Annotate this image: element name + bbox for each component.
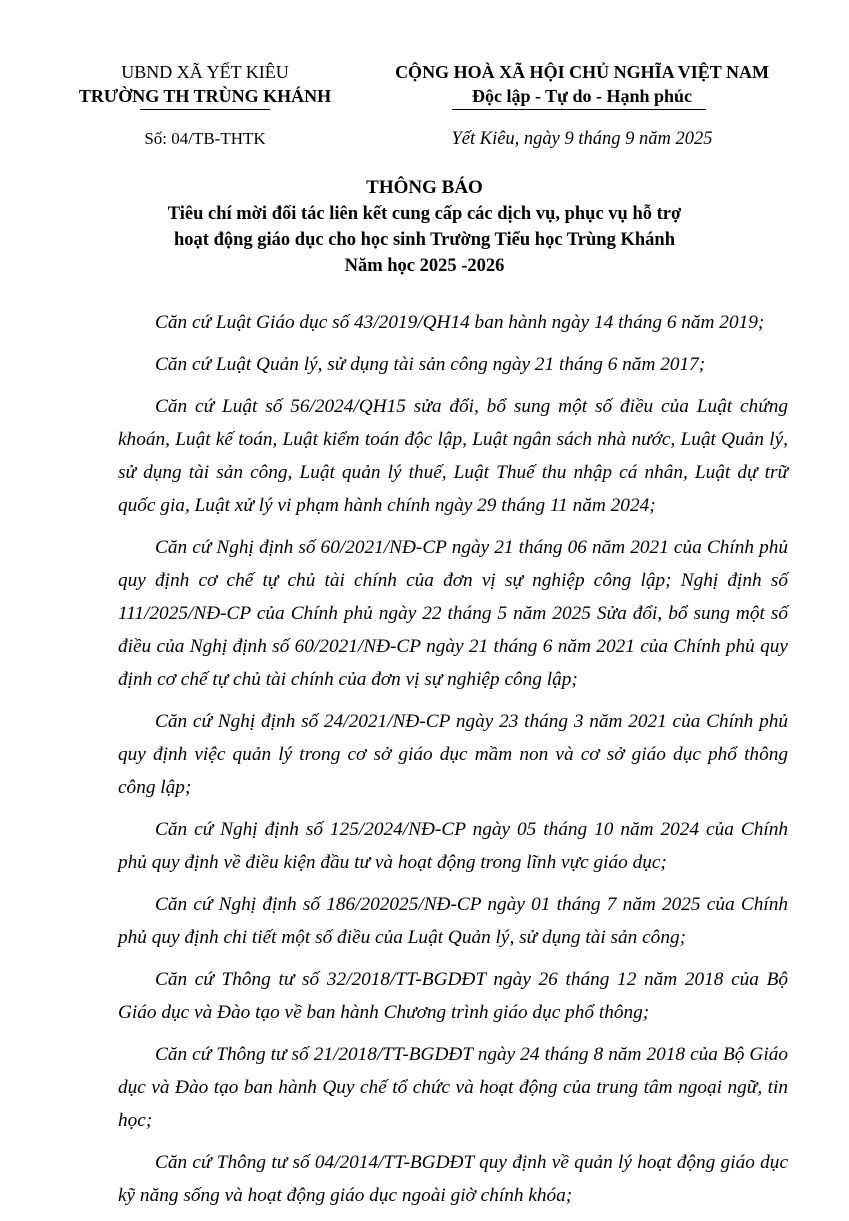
legal-basis-paragraph: Căn cứ Luật Quản lý, sử dụng tài sản công ngày 21 tháng 6 năm 2017; — [155, 354, 706, 375]
agency-parent: UBND XÃ YẾT KIÊU — [121, 62, 289, 82]
agency-underline — [140, 109, 270, 110]
agency-name: TRƯỜNG TH TRÙNG KHÁNH — [78, 86, 332, 106]
legal-basis-paragraph: Căn cứ Thông tư số 32/2018/TT-BGDĐT ngày 26 tháng 12 năm 2018 của Bộ Giáo dục và Đào tạo về ban hành Chương trình giáo dục phổ thông; — [118, 969, 788, 1023]
title-line-2: hoạt động giáo dục cho học sinh Trường Tiểu học Trùng Khánh — [174, 230, 675, 250]
document-title-block — [100, 175, 749, 279]
legal-basis-paragraph: Căn cứ Thông tư số 04/2014/TT-BGDĐT quy định về quản lý hoạt động giáo dục kỹ năng sống và hoạt động giáo dục ngoài giờ chính khóa; — [118, 1152, 788, 1206]
legal-basis-paragraph: Căn cứ Luật Giáo dục số 43/2019/QH14 ban hành ngày 14 tháng 6 năm 2019; — [155, 312, 765, 333]
legal-basis-paragraph: Căn cứ Nghị định số 125/2024/NĐ-CP ngày 05 tháng 10 năm 2024 của Chính phủ quy định về điều kiện đầu tư và hoạt động trong lĩnh vực giáo dục; — [118, 819, 788, 873]
document-date: Yết Kiêu, ngày 9 tháng 9 năm 2025 — [451, 129, 713, 149]
legal-basis-section — [118, 306, 788, 1221]
motto-underline — [452, 109, 706, 110]
document-type: THÔNG BÁO — [366, 177, 483, 198]
title-line-1: Tiêu chí mời đối tác liên kết cung cấp các dịch vụ, phục vụ hỗ trợ — [167, 204, 682, 224]
national-motto: Độc lập - Tự do - Hạnh phúc — [471, 86, 693, 106]
title-line-3: Năm học 2025 -2026 — [344, 256, 505, 276]
legal-basis-paragraph: Căn cứ Nghị định số 186/202025/NĐ-CP ngày 01 tháng 7 năm 2025 của Chính phủ quy định chi tiết một số điều của Luật Quản lý, sử dụng tài sản công; — [118, 894, 788, 948]
national-header-block — [382, 60, 782, 149]
document-number: Số: 04/TB-THTK — [144, 129, 266, 148]
legal-basis-paragraph: Căn cứ Nghị định số 24/2021/NĐ-CP ngày 23 tháng 3 năm 2021 của Chính phủ quy định việc quản lý trong cơ sở giáo dục mầm non và cơ sở giáo dục phổ thông công lập; — [118, 711, 788, 798]
national-title: CỘNG HOÀ XÃ HỘI CHỦ NGHĨA VIỆT NAM — [395, 62, 769, 82]
legal-basis-paragraph: Căn cứ Luật số 56/2024/QH15 sửa đổi, bổ sung một số điều của Luật chứng khoán, Luật kế toán, Luật kiểm toán độc lập, Luật ngân sách nhà nước, Luật Quản lý, sử dụng tài sản công, Luật quản lý thuế, Luật Thuế thu nhập cá nhân, Luật dự trữ quốc gia, Luật xử lý vi phạm hành chính ngày 29 tháng 11 năm 2024; — [118, 396, 788, 516]
legal-basis-paragraph: Căn cứ Nghị định số 60/2021/NĐ-CP ngày 21 tháng 06 năm 2021 của Chính phủ quy định cơ chế tự chủ tài chính của đơn vị sự nghiệp công lập; Nghị định số 111/2025/NĐ-CP của Chính phủ ngày 22 tháng 5 năm 2025 Sửa đổi, bổ sung một số điều của Nghị định số 60/2021/NĐ-CP ngày 21 tháng 6 năm 2021 của Chính phủ quy định cơ chế tự chủ tài chính của đơn vị sự nghiệp công lập; — [118, 537, 788, 690]
issuing-agency-block — [72, 60, 338, 148]
legal-basis-paragraph: Căn cứ Thông tư số 21/2018/TT-BGDĐT ngày 24 tháng 8 năm 2018 của Bộ Giáo dục và Đào tạo ban hành Quy chế tổ chức và hoạt động của trung tâm ngoại ngữ, tin học; — [118, 1044, 788, 1131]
